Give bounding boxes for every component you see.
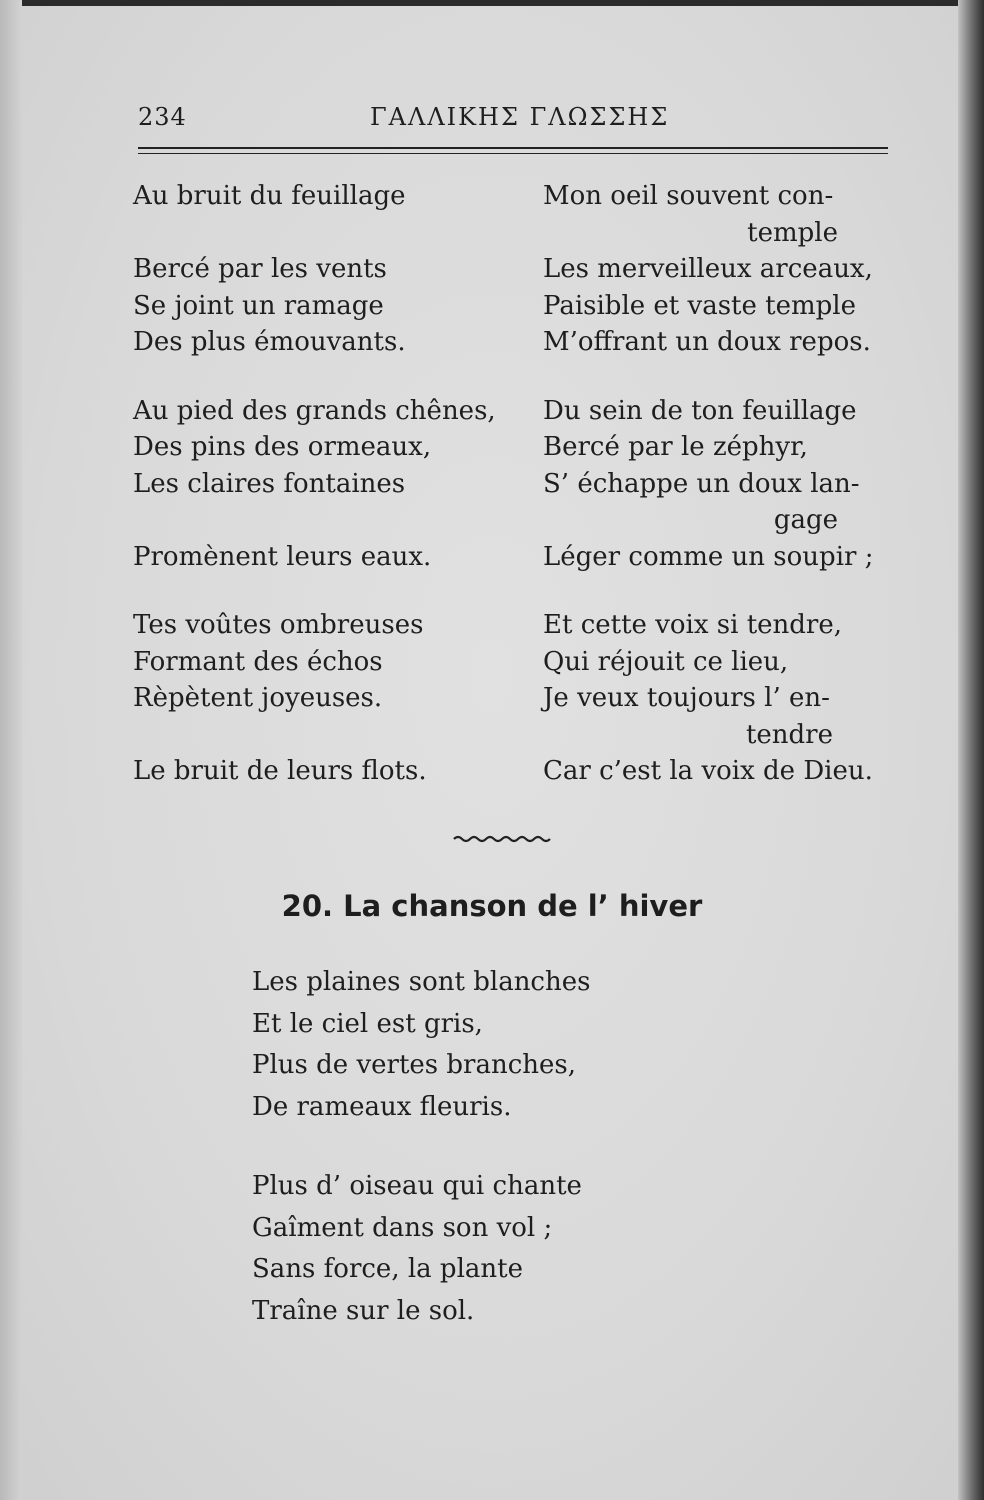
verse-line: Mon oeil souvent con- <box>543 181 834 211</box>
verse-line: Bercé par les vents <box>133 254 387 284</box>
verse-line: Les plaines sont blanches <box>252 967 591 997</box>
verse-line: Sans force, la plante <box>252 1254 523 1284</box>
stanza-gap <box>133 575 518 607</box>
verse-line: Car c’est la voix de Dieu. <box>543 756 873 786</box>
verse-line: Se joint un ramage <box>133 290 384 321</box>
section-title: 20. La chanson de l’ hiver <box>281 889 703 923</box>
verse-line: Promènent leurs eaux. <box>133 541 432 572</box>
verse-line: Tes voûtes ombreuses <box>133 610 424 640</box>
verse-line: Les claires fontaines <box>133 468 406 499</box>
stanza-gap <box>133 361 518 393</box>
running-head: ΓΑΛΛΙΚΗΣ ΓΛΩΣΣΗΣ <box>370 103 670 131</box>
verse-line-continuation: tendre <box>745 719 833 750</box>
verse-line: Plus de vertes branches, <box>252 1050 577 1080</box>
verse-line: Bercé par le zéphyr, <box>543 432 808 462</box>
page-header <box>138 103 888 137</box>
verse-line: Rèpètent joyeuses. <box>133 683 383 713</box>
header-rule <box>138 147 888 149</box>
stanza-gap <box>543 361 893 393</box>
section-ornament <box>452 832 552 846</box>
verse-line: Gaîment dans son vol ; <box>252 1212 553 1243</box>
verse-line: M’offrant un doux repos. <box>543 327 871 357</box>
page-number: 234 <box>138 103 187 131</box>
page-right-edge <box>958 0 984 1500</box>
header-rule-thin <box>138 153 888 154</box>
verse-line: Qui réjouit ce lieu, <box>543 646 789 677</box>
verse-line: Léger comme un soupir ; <box>543 541 874 572</box>
verse-line: Des pins des ormeaux, <box>133 432 432 462</box>
poem-left-column <box>133 178 518 790</box>
verse-line-continuation: gage <box>773 505 838 535</box>
verse-line-spacer <box>133 215 518 252</box>
verse-line: Le bruit de leurs flots. <box>133 756 427 786</box>
verse-line: Je veux toujours l’ en- <box>543 683 830 713</box>
verse-line: Et le ciel est gris, <box>252 1008 483 1039</box>
verse-line: Du sein de ton feuillage <box>543 395 857 426</box>
verse-line: Des plus émouvants. <box>133 327 406 357</box>
poem-right-column <box>543 178 893 790</box>
verse-line: De rameaux fleuris. <box>252 1091 512 1122</box>
verse-line: Plus d’ oiseau qui chante <box>252 1171 582 1201</box>
verse-line: Et cette voix si tendre, <box>543 610 842 640</box>
page-left-edge <box>0 0 22 1500</box>
verse-line: Paisible et vaste temple <box>543 290 856 321</box>
stanza-gap <box>252 1128 732 1166</box>
verse-line: S’ échappe un doux lan- <box>543 468 860 499</box>
stanza-gap <box>543 575 893 607</box>
verse-line: Au pied des grands chênes, <box>133 395 496 426</box>
verse-line: Traîne sur le sol. <box>252 1295 475 1326</box>
verse-line-continuation: temple <box>747 217 838 248</box>
verse-line: Les merveilleux arceaux, <box>543 254 873 284</box>
verse-line-spacer <box>133 502 518 539</box>
winter-poem <box>252 962 732 1332</box>
page-top-edge <box>20 0 984 6</box>
verse-line-spacer <box>133 717 518 754</box>
verse-line: Formant des échos <box>133 646 383 677</box>
verse-line: Au bruit du feuillage <box>133 181 406 211</box>
